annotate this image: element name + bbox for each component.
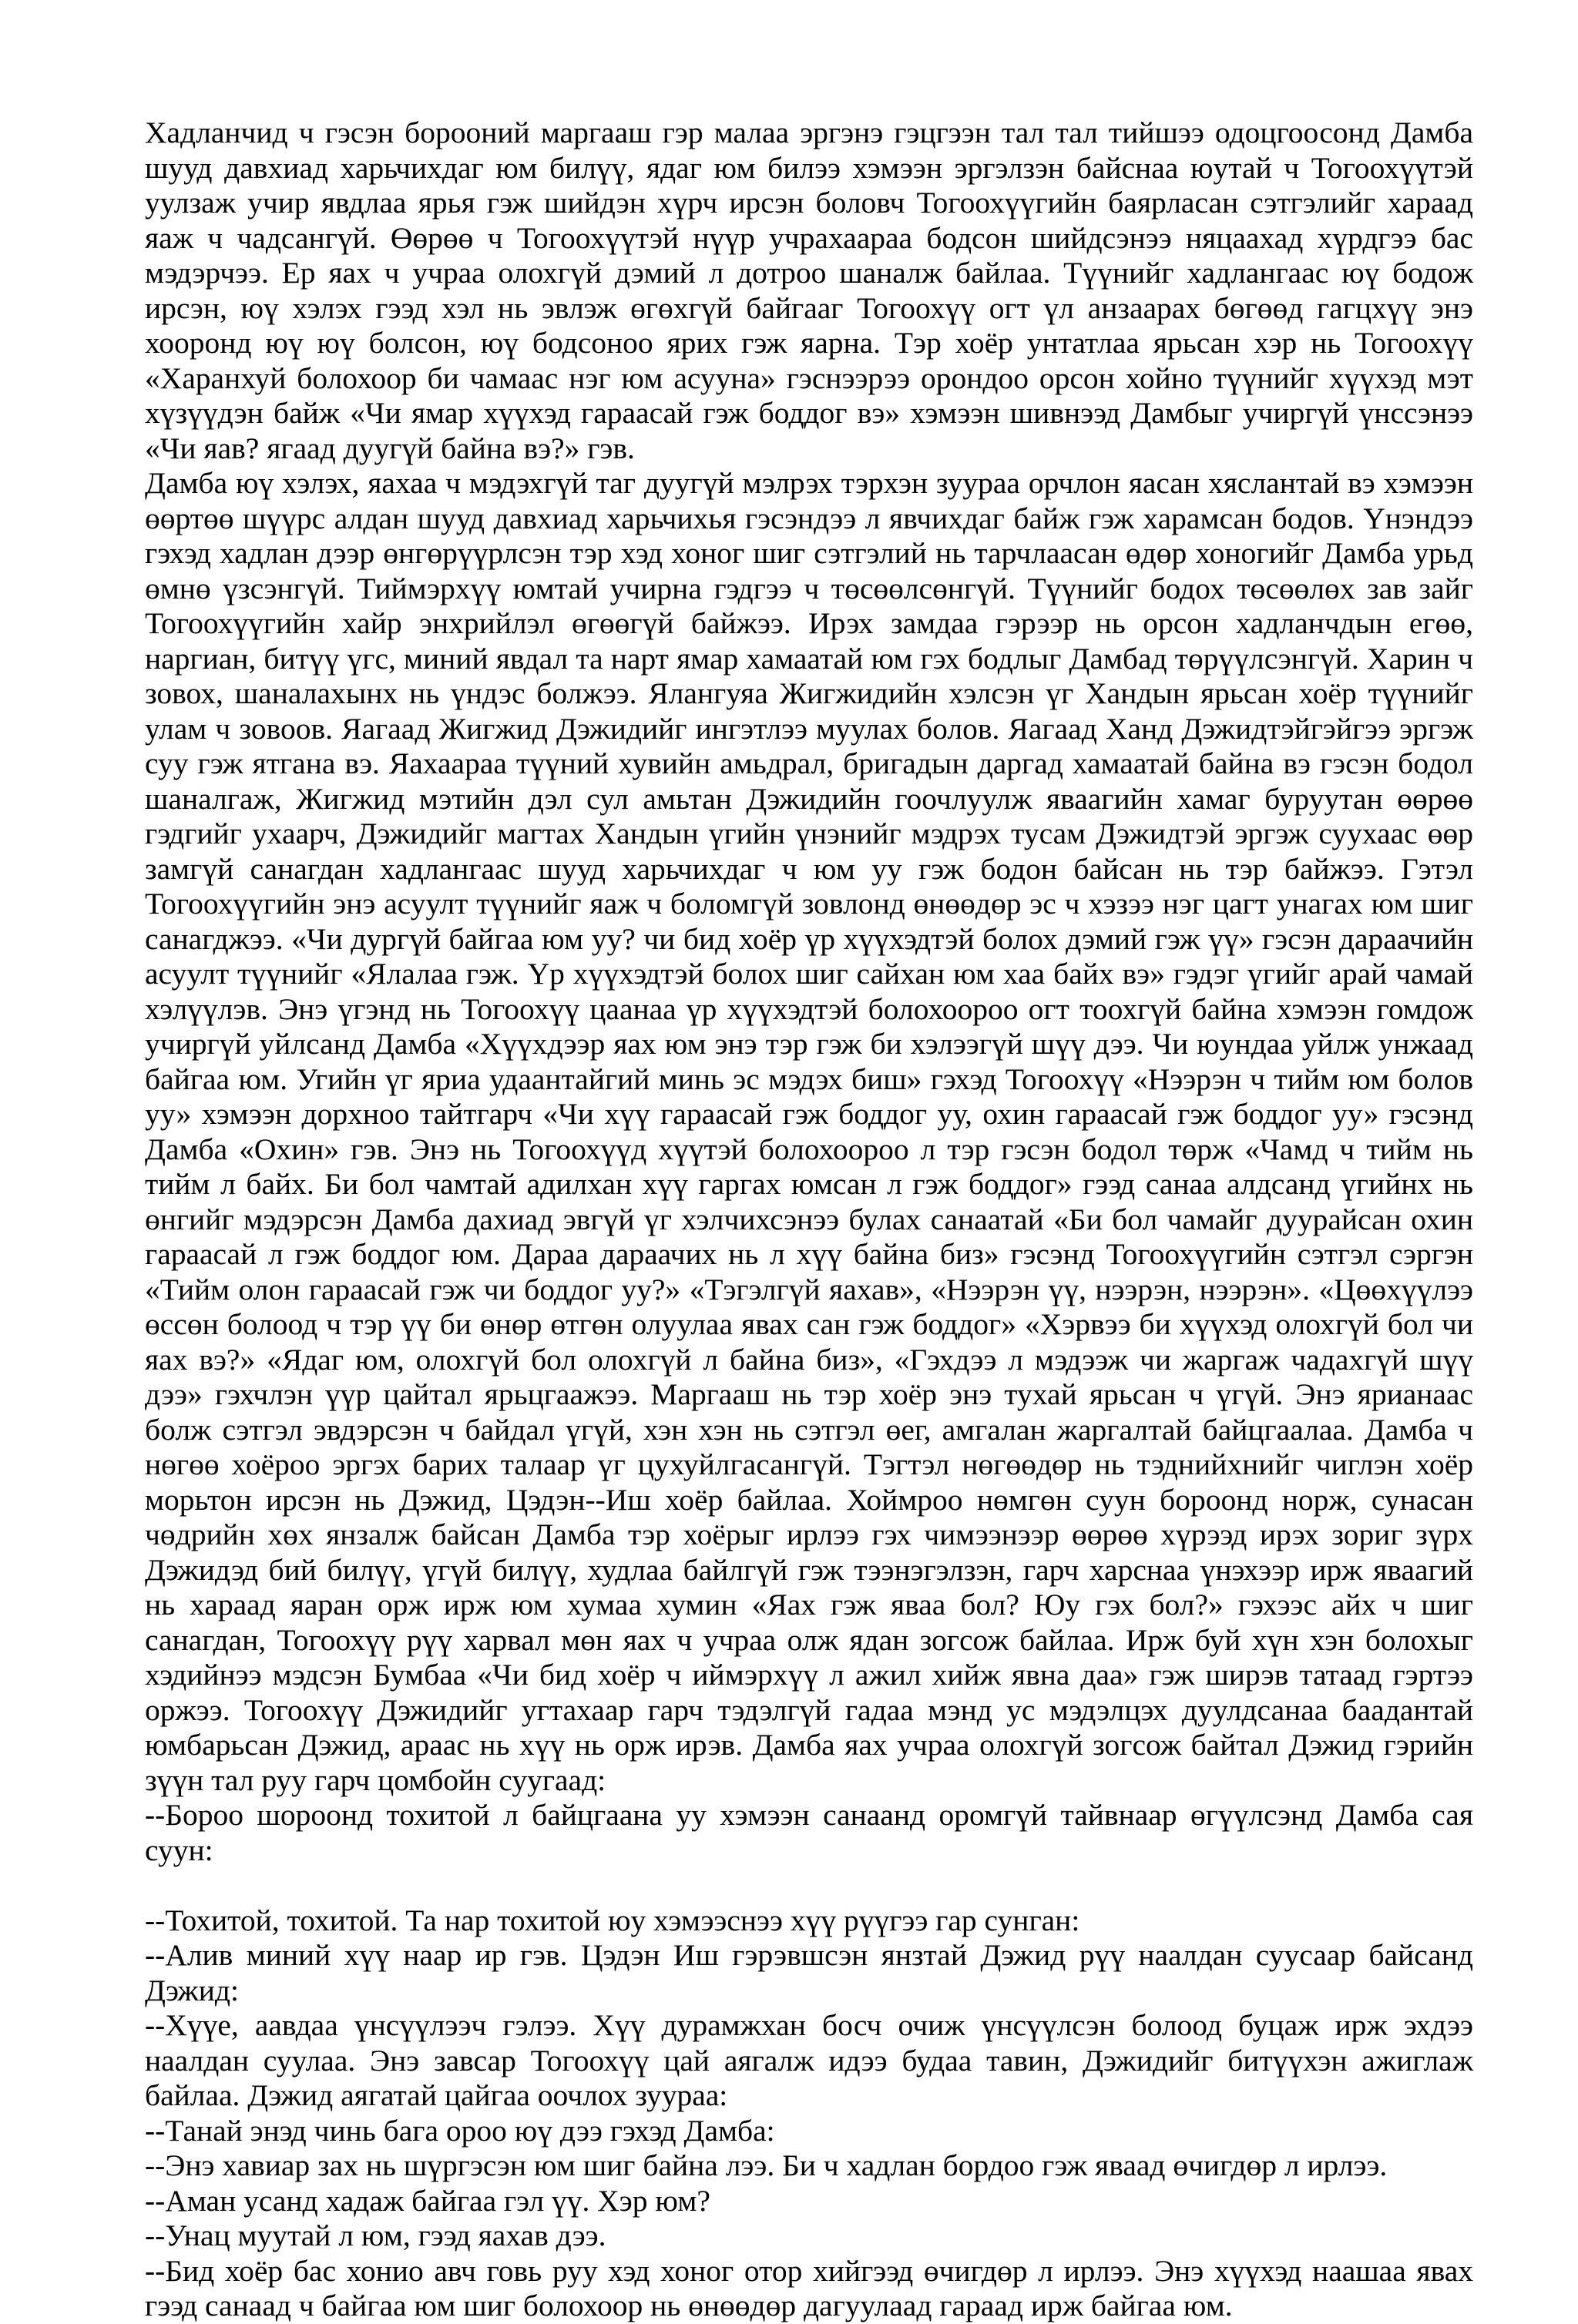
dialogue-line: --Унац муутай л юм, гээд яахав дээ. — [145, 2218, 606, 2252]
dialogue-line: --Бороо шороонд тохитой л байцгаана уу хэмээн санаанд оромгүй тайвнаар өгүүлсэнд Дамба сая суун: — [145, 1798, 1473, 1867]
dialogue-line: --Тохитой, тохитой. Та нар тохитой юу хэмээснээ хүү рүүгээ гар сунган: — [145, 1903, 1080, 1937]
paragraph: Хадланчид ч гэсэн борооний маргааш гэр малаа эргэнэ гэцгээн тал тал тийшээ одоцгоосонд Дамба шууд давхиад харьчихдаг юм билүү, ядаг юм билээ хэмээн эргэлзэн байснаа юутай ч Тогоохүүтэй уулзаж учир явдлаа ярья гэж шийдэн хүрч ирсэн боловч Тогоохүүгийн баярласан сэтгэлийг хараад яаж ч чадсангүй. Өөрөө ч Тогоохүүтэй нүүр учрахаараа бодсон шийдсэнээ няцаахад хүрдгээ бас мэдэрчээ. Ер яах ч учраа олохгүй дэмий л дотроо шаналж байлаа. Түүнийг хадлангаас юү бодож ирсэн, юү хэлэх гээд хэл нь эвлэж өгөхгүй байгааг Тогоохүү огт үл анзаарах бөгөөд гагцхүү энэ хооронд юү юү болсон, юү бодсоноо ярих гэж яарна. Тэр хоёр унтатлаа ярьсан хэр нь Тогоохүү «Харанхуй болохоор би чамаас нэг юм асууна» гэснээрээ орондоо орсон хойно түүнийг хүүхэд мэт хүзүүдэн байж «Чи ямар хүүхэд гараасай гэж боддог вэ» хэмээн шивнээд Дамбыг учиргүй үнссэнээ «Чи яав? ягаад дуугүй байна вэ?» гэв. — [145, 116, 1473, 465]
blank-line — [145, 1868, 1473, 1903]
dialogue-line: --Аман усанд хадаж байгаа гэл үү. Хэр юм? — [145, 2183, 710, 2218]
dialogue-line: --Алив миний хүү наар ир гэв. Цэдэн Иш гэрэвшсэн янзтай Дэжид рүү наалдан суусаар байсанд Дэжид: — [145, 1938, 1473, 2007]
dialogue-line: --Танай энэд чинь бага ороо юү дээ гэхэд Дамба: — [145, 2113, 775, 2148]
dialogue-line: --Энэ хавиар зах нь шүргэсэн юм шиг байна лээ. Би ч хадлан бордоо гэж яваад өчигдөр л ирлээ. — [145, 2148, 1388, 2182]
dialogue-line: --Бид хоёр бас хонио авч говь руу хэд хоног отор хийгээд өчигдөр л ирлээ. Энэ хүүхэд наашаа явах гээд санаад ч байгаа юм шиг болохоор нь өнөөдөр дагуулаад гараад ирж байгаа юм. — [145, 2253, 1473, 2322]
document-page — [145, 116, 1473, 2324]
paragraph: Дамба юү хэлэх, яахаа ч мэдэхгүй таг дуугүй мэлрэх тэрхэн зуураа орчлон яасан хяслантай вэ хэмээн өөртөө шүүрс алдан шууд давхиад харьчихья гэсэндээ л явчихдаг байж гэж харамсан бодов. Үнэндээ гэхэд хадлан дээр өнгөрүүрлсэн тэр хэд хоног шиг сэтгэлий нь тарчлаасан өдөр хоногийг Дамба урьд өмнө үзсэнгүй. Тиймэрхүү юмтай учирна гэдгээ ч төсөөлсөнгүй. Түүнийг бодох төсөөлөх зав зайг Тогоохүүгийн хайр энхрийлэл өгөөгүй байжээ. Ирэх замдаа гэрээр нь орсон хадланчдын егөө, наргиан, битүү үгс, миний явдал та нарт ямар хамаатай юм гэх бодлыг Дамбад төрүүлсэнгүй. Харин ч зовох, шаналахынх нь үндэс болжээ. Ялангуяа Жигжидийн хэлсэн үг Хандын ярьсан хоёр түүнийг улам ч зовоов. Яагаад Жигжид Дэжидийг ингэтлээ муулах болов. Яагаад Ханд Дэжидтэйгэйгээ эргэж суу гэж ятгана вэ. Яахаараа түүний хувийн амьдрал, бригадын даргад хамаатай байна вэ гэсэн бодол шаналгаж, Жигжид мэтийн дэл сул амьтан Дэжидийн гоочлуулж яваагийн хамаг буруутан өөрөө гэдгийг ухаарч, Дэжидийг магтах Хандын үгийн үнэнийг мэдрэх тусам Дэжидтэй эргэж суухаас өөр замгүй санагдан хадлангаас шууд харьчихдаг ч юм уу гэж бодон байсан нь тэр байжээ. Гэтэл Тогоохүүгийн энэ асуулт түүнийг яаж ч боломгүй зовлонд өнөөдөр эс ч хэзээ нэг цагт унагах юм шиг санагджээ. «Чи дургүй байгаа юм уу? чи бид хоёр үр хүүхэдтэй болох дэмий гэж үү» гэсэн дараачийн асуулт түүнийг «Ялалаа гэж. Үр хүүхэдтэй болох шиг сайхан юм хаа байх вэ» гэдэг үгийг арай чамай хэлүүлэв. Энэ үгэнд нь Тогоохүү цаанаа үр хүүхэдтэй болохоороо огт тоохгүй байна хэмээн гомдож учиргүй уйлсанд Дамба «Хүүхдээр яах юм энэ тэр гэж би хэлээгүй шүү дээ. Чи юундаа уйлж унжаад байгаа юм. Угийн үг яриа удаантайгий минь эс мэдэх биш» гэхэд Тогоохүү «Нээрэн ч тийм юм болов уу» хэмээн дорхноо тайтгарч «Чи хүү гараасай гэж боддог уу, охин гараасай гэж боддог уу» гэсэнд Дамба «Охин» гэв. Энэ нь Тогоохүүд хүүтэй болохоороо л тэр гэсэн бодол төрж «Чамд ч тийм нь тийм л байх. Би бол чамтай адилхан хүү гаргах юмсан л гэж боддог» гээд санаа алдсанд үгийнх нь өнгийг мэдэрсэн Дамба дахиад эвгүй үг хэлчихсэнээ булах санаатай «Би бол чамайг дуурайсан охин гараасай л гэж боддог юм. Дараа дараачих нь л хүү байна биз» гэсэнд Тогоохүүгийн сэтгэл сэргэн «Тийм олон гараасай гэж чи боддог уу?» «Тэгэлгүй яахав», «Нээрэн үү, нээрэн, нээрэн». «Цөөхүүлээ өссөн болоод ч тэр үү би өнөр өтгөн олуулаа явах сан гэж боддог» «Хэрвээ би хүүхэд олохгүй бол чи яах вэ?» «Ядаг юм, олохгүй бол олохгүй л байна биз», «Гэхдээ л мэдээж чи жаргаж чадахгүй шүү дээ» гэхчлэн үүр цайтал ярьцгаажээ. Маргааш нь тэр хоёр энэ тухай ярьсан ч үгүй. Энэ ярианаас болж сэтгэл эвдэрсэн ч байдал үгүй, хэн хэн нь сэтгэл өег, амгалан жаргалтай байцгаалаа. Дамба ч нөгөө хоёроо эргэх барих талаар үг цухуйлгасангүй. Тэгтэл нөгөөдөр нь тэднийхнийг чиглэн хоёр морьтон ирсэн нь Дэжид, Цэдэн--Иш хоёр байлаа. Хоймроо нөмгөн суун бороонд норж, сунасан чөдрийн хөх янзалж байсан Дамба тэр хоёрыг ирлээ гэх чимээнээр өөрөө хүрээд ирэх зориг зүрх Дэжидэд бий билүү, үгүй билүү, худлаа байлгүй гэж тээнэгэлзэн, гарч харснаа үнэхээр ирж яваагий нь хараад яаран орж ирж юм хумаа хумин «Яах гэж яваа бол? Юу гэх бол?» гэхээс айх ч шиг санагдан, Тогоохүү рүү харвал мөн яах ч учраа олж ядан зогсож байлаа. Ирж буй хүн хэн болохыг хэдийнээ мэдсэн Бумбаа «Чи бид хоёр ч иймэрхүү л ажил хийж явна даа» гэж ширэв татаад гэртээ оржээ. Тогоохүү Дэжидийг угтахаар гарч тэдэлгүй гадаа мэнд ус мэдэлцэх дуулдсанаа баадантай юмбарьсан Дэжид, араас нь хүү нь орж ирэв. Дамба яах учраа олохгүй зогсож байтал Дэжид гэрийн зүүн тал руу гарч цомбойн суугаад: — [145, 466, 1473, 1797]
dialogue-line: --Хүүе, аавдаа үнсүүлээч гэлээ. Хүү дурамжхан босч очиж үнсүүлсэн болоод буцаж ирж эхдээ наалдан суулаа. Энэ завсар Тогоохүү цай аягалж идээ будаа тавин, Дэжидийг битүүхэн ажиглаж байлаа. Дэжид аягатай цайгаа оочлох зуураа: — [145, 2008, 1473, 2112]
